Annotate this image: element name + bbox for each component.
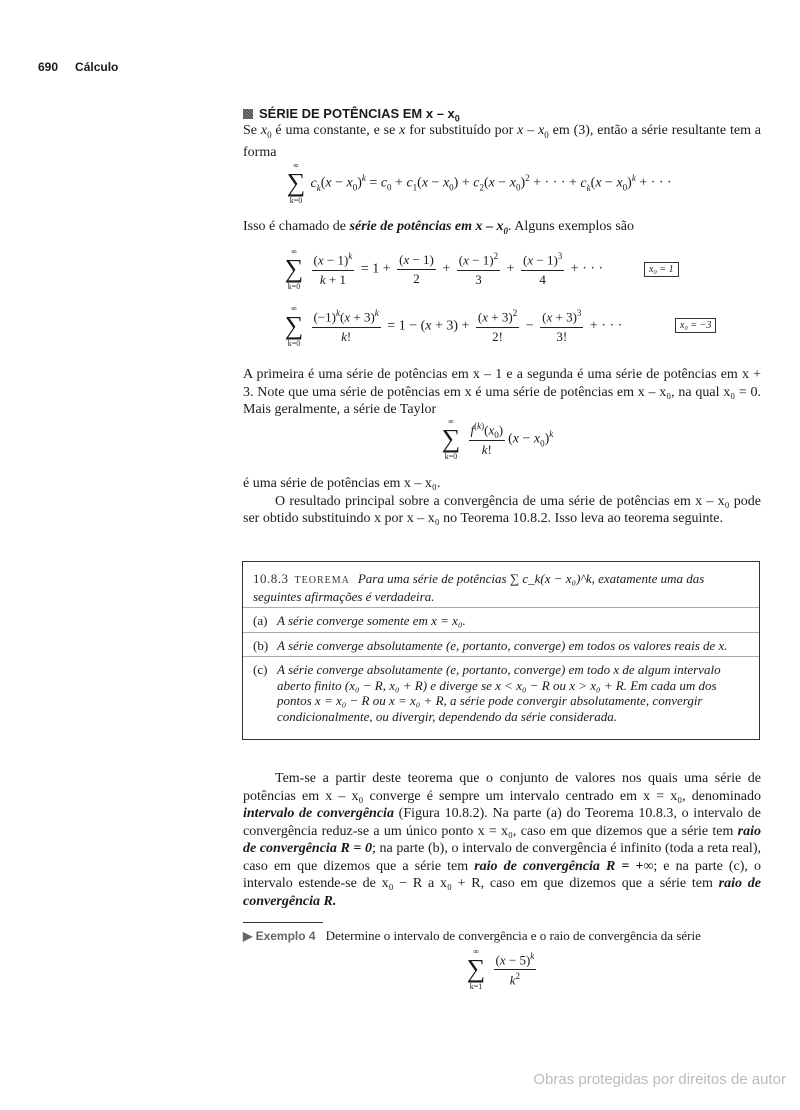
theorem-label: TEOREMA xyxy=(294,575,350,586)
taylor-series-formula: ∞ ∑ k=0 $\frac{f^{(k)}(x_0)}{k!}$ $(x - x_0)^k$ xyxy=(441,417,554,461)
section-title: SÉRIE DE POTÊNCIAS EM x – x xyxy=(259,106,455,121)
called-paragraph: Isso é chamado de série de potências em x – $x_0$. Alguns exemplos são xyxy=(243,219,635,236)
page-header xyxy=(38,60,118,75)
example-series-1: ∞ ∑ k=0 $\frac{(x - 1)^k}{k + 1}$ = 1 + $\frac{(x - 1)}{2}$ + $\frac{(x - 1)^2}{3}$ + $\frac{(x - 1)^3}{4}$ + · · · xyxy=(284,247,604,291)
example-4 xyxy=(243,928,701,944)
center-label-1: x₀ = 1 xyxy=(644,262,679,277)
intro-paragraph: Se $x_0$ é uma constante, e se x for substituído por x – $x_0$ em (3), então a série resultante tem a forma xyxy=(243,123,762,161)
theorem-item-b: (b) A série converge absolutamente (e, portanto, converge) em todos os valores reais de x. xyxy=(253,637,728,653)
watermark: Obras protegidas por direitos de autor xyxy=(533,1071,786,1088)
book-title: Cálculo xyxy=(75,60,119,74)
section-heading xyxy=(243,106,460,124)
example-series: ∞ ∑ k=1 $\frac{(x - 5)^k}{k^2}$ xyxy=(466,947,535,991)
example-text: Determine o intervalo de convergência e o raio de convergência da série xyxy=(325,928,701,943)
divider xyxy=(243,607,759,608)
theorem-item-a: (a) A série converge somente em x = x₀. xyxy=(253,613,466,628)
example-series-2: ∞ ∑ k=0 $\frac{(-1)^k(x + 3)^k}{k!}$ = 1 − (x + 3) + $\frac{(x + 3)^2}{2!}$ − $\frac{(x + 3)^3}{3!}$ + · · · xyxy=(284,304,623,348)
taylor-intro-paragraph: A primeira é uma série de potências em x – 1 e a segunda é uma série de potências em x + 3. Note que uma série de potências em x é uma série de potências em x – x₀, na qual x₀ = 0. Mais geralmente, a série de Taylor xyxy=(243,367,761,417)
power-series-formula: ∞ ∑ k=0 $c_k(x - x_0)^k = c_0 + c_1(x - x_0) + c_2(x - x_0)^2$ + · · · + $c_k(x - x_0)^k$ + · · · xyxy=(286,161,672,205)
section-square-icon xyxy=(243,109,253,119)
section-title-subscript: 0 xyxy=(454,113,460,124)
divider xyxy=(243,632,759,633)
center-label-2: x₀ = −3 xyxy=(675,318,716,333)
interval-paragraph: Tem-se a partir deste teorema que o conjunto de valores nos quais uma série de potências em x – x₀ converge é sempre um intervalo centrado em x = x₀, denominado intervalo de convergência (Figura 10.8.2). Na parte (a) do Teorema 10.8.3, o intervalo de convergência reduz-se a um único ponto x = x₀, caso em que dizemos que a série tem raio de convergência R = 0; na parte (b), o intervalo de convergência é infinito (toda a reta real), caso em que dizemos que a série tem raio de convergência R = +∞; e na parte (c), o intervalo estende-se de x₀ − R a x₀ + R, caso em que dizemos que a série tem raio de convergência R. xyxy=(243,771,761,909)
example-tag: ▶ Exemplo 4 xyxy=(243,929,316,943)
divider xyxy=(243,656,759,657)
convergence-paragraph: é uma série de potências em x – x₀. O resultado principal sobre a convergência de uma série de potências em x – x₀ pode ser obtido substituindo x por x – x₀ no Teorema 10.8.2. Isso leva ao teorema seguinte. xyxy=(243,476,761,526)
theorem-box xyxy=(242,561,760,740)
theorem-item-c: (c) A série converge absolutamente (e, portanto, converge) em todo x de algum intervalo aberto finito (x₀ − R, x₀ + R) e diverge se x < x₀ − R ou x > x₀ + R. Em cada um dos pontos x = x₀ − R ou x = x₀ + R, a série pode convergir absolutamente, convergir condicionalmente, ou divergir, dependendo da série considerada. xyxy=(253,662,721,724)
theorem-number: 10.8.3 xyxy=(253,571,289,586)
page-number: 690 xyxy=(38,60,59,74)
theorem-statement: Para uma série de potências ∑ c_k(x − x₀)^k, exatamente uma das seguintes afirmações é verdadeira. xyxy=(253,571,705,604)
example-rule xyxy=(243,922,323,923)
